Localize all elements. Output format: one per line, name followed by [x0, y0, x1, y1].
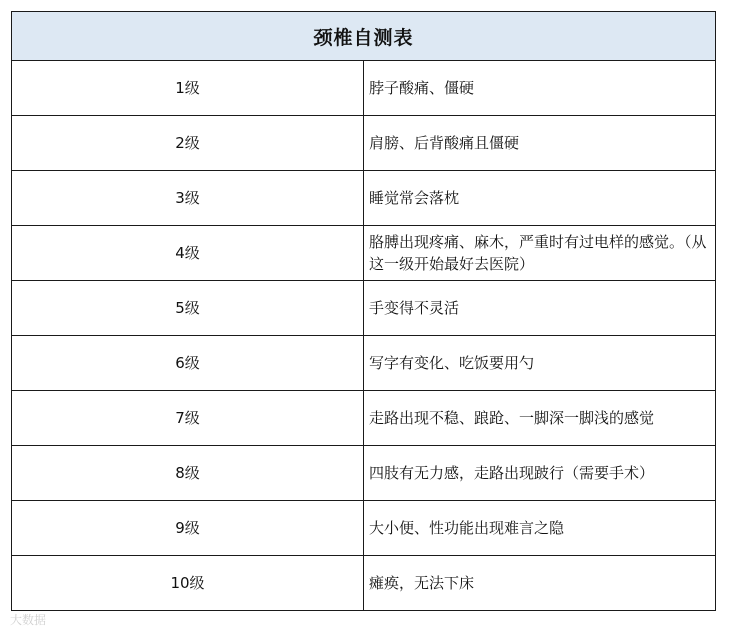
symptom-cell: 手变得不灵活 [364, 281, 716, 336]
symptom-cell: 写字有变化、吃饭要用勺 [364, 336, 716, 391]
level-cell: 6级 [12, 336, 364, 391]
table-row [12, 116, 716, 171]
table-row [12, 281, 716, 336]
table-row [12, 336, 716, 391]
table-row [12, 226, 716, 281]
symptom-cell: 四肢有无力感，走路出现跛行（需要手术） [364, 446, 716, 501]
level-cell: 2级 [12, 116, 364, 171]
level-cell: 10级 [12, 556, 364, 611]
level-cell: 3级 [12, 171, 364, 226]
table-row [12, 171, 716, 226]
symptom-cell: 胳膊出现疼痛、麻木，严重时有过电样的感觉。（从这一级开始最好去医院） [364, 226, 716, 281]
level-cell: 9级 [12, 501, 364, 556]
symptom-cell: 肩膀、后背酸痛且僵硬 [364, 116, 716, 171]
symptom-cell: 走路出现不稳、踉跄、一脚深一脚浅的感觉 [364, 391, 716, 446]
symptom-cell: 大小便、性功能出现难言之隐 [364, 501, 716, 556]
symptom-cell: 脖子酸痛、僵硬 [364, 61, 716, 116]
level-cell: 7级 [12, 391, 364, 446]
table-row [12, 391, 716, 446]
level-cell: 8级 [12, 446, 364, 501]
table-header-row [12, 12, 716, 61]
symptom-cell: 睡觉常会落枕 [364, 171, 716, 226]
level-cell: 5级 [12, 281, 364, 336]
symptom-cell: 瘫痪，无法下床 [364, 556, 716, 611]
table-row [12, 501, 716, 556]
cervical-self-test-table [11, 11, 716, 611]
table-row [12, 556, 716, 611]
level-cell: 1级 [12, 61, 364, 116]
table-row [12, 446, 716, 501]
level-cell: 4级 [12, 226, 364, 281]
table-title: 颈椎自测表 [12, 12, 716, 61]
table-row [12, 61, 716, 116]
watermark: 大数据 [10, 613, 47, 627]
